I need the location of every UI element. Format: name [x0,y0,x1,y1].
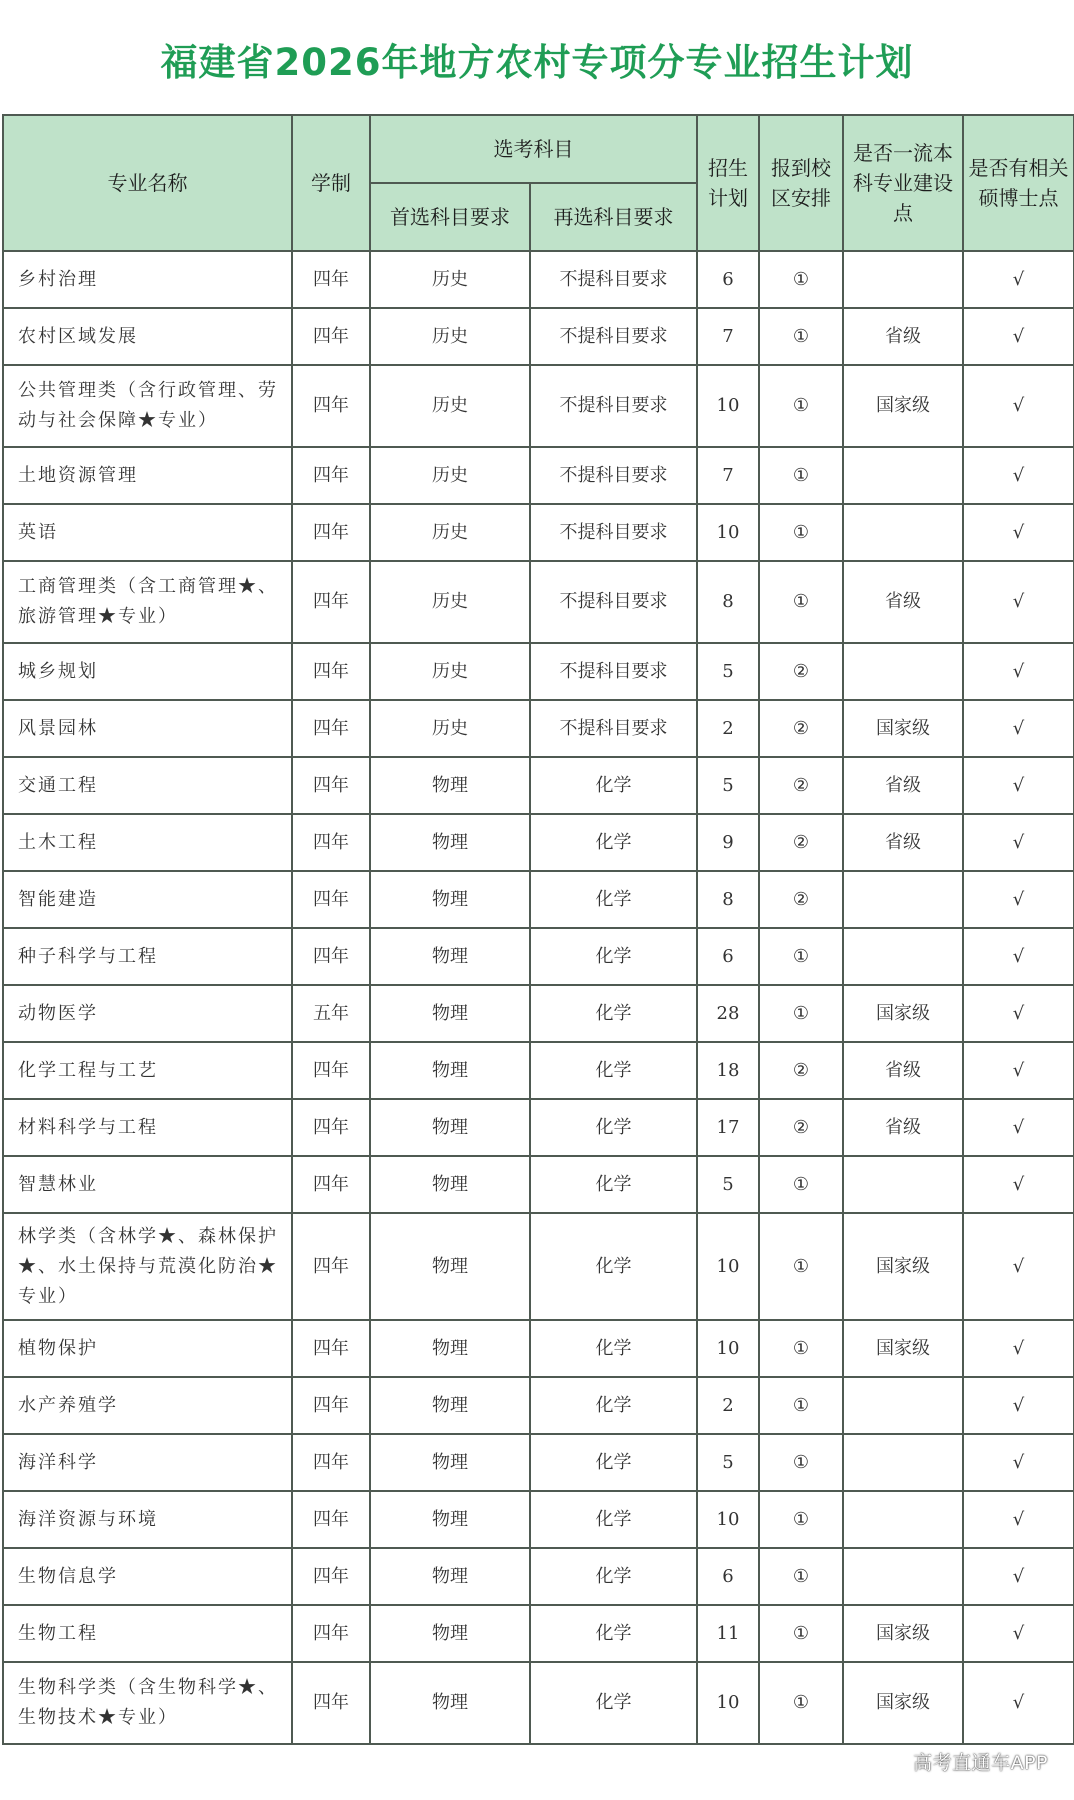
cell-second-subject: 化学 [530,871,697,928]
cell-campus: ② [759,700,843,757]
cell-duration: 四年 [292,1099,370,1156]
cell-doctoral: √ [963,561,1074,643]
cell-first-subject: 物理 [370,871,530,928]
cell-major: 海洋科学 [3,1434,292,1491]
cell-duration: 四年 [292,1213,370,1320]
cell-second-subject: 不提科目要求 [530,251,697,308]
page-title: 福建省2026年地方农村专项分专业招生计划 [160,41,914,84]
watermark: 高考直通车APP [913,1752,1048,1774]
cell-doctoral: √ [963,814,1074,871]
cell-first-class: 国家级 [843,1605,963,1662]
cell-plan: 6 [697,251,759,308]
table-row [3,757,1074,814]
cell-first-class [843,928,963,985]
table-row [3,814,1074,871]
cell-plan: 9 [697,814,759,871]
cell-duration: 四年 [292,308,370,365]
table-row [3,251,1074,308]
cell-plan: 10 [697,1213,759,1320]
cell-plan: 10 [697,504,759,561]
cell-campus: ① [759,928,843,985]
cell-duration: 四年 [292,561,370,643]
cell-doctoral: √ [963,1156,1074,1213]
cell-duration: 四年 [292,1434,370,1491]
cell-plan: 7 [697,308,759,365]
cell-duration: 四年 [292,1605,370,1662]
cell-campus: ① [759,1434,843,1491]
cell-second-subject: 化学 [530,1156,697,1213]
cell-plan: 10 [697,365,759,447]
table-row [3,1491,1074,1548]
cell-first-class [843,447,963,504]
cell-second-subject: 化学 [530,1042,697,1099]
cell-second-subject: 化学 [530,928,697,985]
cell-first-subject: 物理 [370,1042,530,1099]
cell-campus: ① [759,985,843,1042]
cell-first-subject: 物理 [370,928,530,985]
cell-first-subject: 物理 [370,814,530,871]
cell-campus: ① [759,365,843,447]
cell-campus: ① [759,1491,843,1548]
cell-doctoral: √ [963,1491,1074,1548]
cell-first-class [843,1491,963,1548]
cell-plan: 11 [697,1605,759,1662]
enrollment-plan-table [2,114,1074,1745]
cell-first-class: 省级 [843,561,963,643]
table-row [3,365,1074,447]
cell-second-subject: 化学 [530,1377,697,1434]
cell-campus: ② [759,814,843,871]
cell-first-subject: 历史 [370,643,530,700]
cell-second-subject: 不提科目要求 [530,643,697,700]
cell-campus: ② [759,643,843,700]
cell-major: 智慧林业 [3,1156,292,1213]
cell-doctoral: √ [963,1662,1074,1744]
table-row [3,561,1074,643]
cell-doctoral: √ [963,251,1074,308]
cell-second-subject: 化学 [530,1099,697,1156]
cell-duration: 四年 [292,447,370,504]
cell-major: 风景园林 [3,700,292,757]
cell-first-class [843,643,963,700]
cell-doctoral: √ [963,447,1074,504]
table-row [3,928,1074,985]
header-major: 专业名称 [3,115,292,251]
cell-doctoral: √ [963,1377,1074,1434]
cell-duration: 四年 [292,700,370,757]
cell-first-class: 国家级 [843,365,963,447]
table-row [3,1662,1074,1744]
cell-major: 城乡规划 [3,643,292,700]
table-row [3,1099,1074,1156]
cell-campus: ② [759,871,843,928]
table-row [3,1605,1074,1662]
cell-doctoral: √ [963,308,1074,365]
cell-campus: ① [759,1156,843,1213]
table-row [3,643,1074,700]
cell-doctoral: √ [963,757,1074,814]
cell-duration: 四年 [292,1042,370,1099]
cell-plan: 2 [697,1377,759,1434]
cell-first-class: 国家级 [843,700,963,757]
cell-first-subject: 物理 [370,1434,530,1491]
cell-first-class [843,1434,963,1491]
cell-second-subject: 不提科目要求 [530,561,697,643]
cell-major: 植物保护 [3,1320,292,1377]
cell-doctoral: √ [963,1548,1074,1605]
cell-duration: 四年 [292,871,370,928]
cell-plan: 7 [697,447,759,504]
cell-campus: ① [759,1548,843,1605]
cell-duration: 四年 [292,365,370,447]
cell-duration: 四年 [292,757,370,814]
cell-first-subject: 物理 [370,757,530,814]
cell-first-class: 省级 [843,757,963,814]
cell-plan: 8 [697,871,759,928]
cell-first-subject: 物理 [370,1320,530,1377]
cell-duration: 四年 [292,1662,370,1744]
table-row [3,1213,1074,1320]
header-doctoral: 是否有相关硕博士点 [963,115,1074,251]
cell-second-subject: 不提科目要求 [530,504,697,561]
cell-doctoral: √ [963,928,1074,985]
cell-first-class [843,1377,963,1434]
cell-plan: 5 [697,643,759,700]
table-row [3,871,1074,928]
cell-major: 英语 [3,504,292,561]
cell-second-subject: 不提科目要求 [530,365,697,447]
cell-second-subject: 不提科目要求 [530,447,697,504]
cell-major: 化学工程与工艺 [3,1042,292,1099]
cell-major: 水产养殖学 [3,1377,292,1434]
cell-duration: 四年 [292,1548,370,1605]
cell-major: 种子科学与工程 [3,928,292,985]
cell-doctoral: √ [963,1099,1074,1156]
cell-first-class: 省级 [843,1042,963,1099]
cell-doctoral: √ [963,1320,1074,1377]
cell-major: 公共管理类（含行政管理、劳动与社会保障★专业） [3,365,292,447]
table-row [3,1548,1074,1605]
cell-doctoral: √ [963,871,1074,928]
cell-campus: ① [759,1662,843,1744]
cell-plan: 5 [697,1434,759,1491]
cell-first-class: 省级 [843,1099,963,1156]
cell-doctoral: √ [963,700,1074,757]
cell-first-subject: 物理 [370,1548,530,1605]
header-plan: 招生计划 [697,115,759,251]
cell-doctoral: √ [963,504,1074,561]
cell-doctoral: √ [963,1213,1074,1320]
cell-major: 农村区域发展 [3,308,292,365]
cell-first-subject: 物理 [370,1099,530,1156]
cell-major: 材料科学与工程 [3,1099,292,1156]
header-first-class: 是否一流本科专业建设点 [843,115,963,251]
cell-duration: 四年 [292,1377,370,1434]
cell-second-subject: 化学 [530,757,697,814]
cell-first-subject: 物理 [370,1377,530,1434]
table-row [3,1156,1074,1213]
cell-campus: ① [759,561,843,643]
cell-doctoral: √ [963,985,1074,1042]
table-body [3,251,1074,1744]
cell-plan: 2 [697,700,759,757]
cell-campus: ② [759,757,843,814]
cell-first-subject: 物理 [370,1156,530,1213]
cell-second-subject: 化学 [530,1605,697,1662]
cell-first-class [843,1548,963,1605]
cell-major: 智能建造 [3,871,292,928]
cell-first-class: 省级 [843,308,963,365]
cell-first-class [843,504,963,561]
table-row [3,1042,1074,1099]
cell-campus: ① [759,1605,843,1662]
cell-duration: 四年 [292,814,370,871]
cell-campus: ① [759,504,843,561]
cell-doctoral: √ [963,1042,1074,1099]
header-second-subject: 再选科目要求 [530,183,697,251]
cell-duration: 四年 [292,1156,370,1213]
table-row [3,308,1074,365]
cell-plan: 5 [697,1156,759,1213]
cell-campus: ① [759,251,843,308]
cell-plan: 10 [697,1662,759,1744]
cell-first-class: 国家级 [843,1662,963,1744]
cell-major: 林学类（含林学★、森林保护★、水土保持与荒漠化防治★专业） [3,1213,292,1320]
cell-first-subject: 物理 [370,1662,530,1744]
cell-campus: ② [759,1042,843,1099]
cell-first-subject: 历史 [370,308,530,365]
cell-campus: ② [759,1099,843,1156]
table-row [3,504,1074,561]
cell-first-subject: 历史 [370,251,530,308]
cell-first-class: 国家级 [843,1213,963,1320]
cell-second-subject: 化学 [530,985,697,1042]
cell-second-subject: 化学 [530,814,697,871]
header-duration: 学制 [292,115,370,251]
cell-duration: 五年 [292,985,370,1042]
table-row [3,447,1074,504]
cell-first-subject: 历史 [370,561,530,643]
cell-first-class: 国家级 [843,1320,963,1377]
cell-first-subject: 物理 [370,1491,530,1548]
cell-duration: 四年 [292,251,370,308]
cell-major: 海洋资源与环境 [3,1491,292,1548]
cell-first-subject: 历史 [370,365,530,447]
cell-plan: 6 [697,1548,759,1605]
cell-campus: ① [759,1377,843,1434]
cell-duration: 四年 [292,643,370,700]
header-subjects-group: 选考科目 [370,115,697,183]
cell-plan: 28 [697,985,759,1042]
cell-first-subject: 物理 [370,985,530,1042]
cell-second-subject: 化学 [530,1662,697,1744]
cell-plan: 18 [697,1042,759,1099]
cell-second-subject: 化学 [530,1320,697,1377]
cell-campus: ① [759,1213,843,1320]
cell-first-subject: 物理 [370,1213,530,1320]
cell-doctoral: √ [963,365,1074,447]
cell-campus: ① [759,447,843,504]
cell-first-subject: 历史 [370,447,530,504]
cell-duration: 四年 [292,928,370,985]
cell-plan: 10 [697,1491,759,1548]
cell-second-subject: 不提科目要求 [530,700,697,757]
cell-major: 工商管理类（含工商管理★、旅游管理★专业） [3,561,292,643]
header-campus: 报到校区安排 [759,115,843,251]
cell-plan: 10 [697,1320,759,1377]
cell-second-subject: 化学 [530,1548,697,1605]
cell-plan: 17 [697,1099,759,1156]
cell-major: 生物信息学 [3,1548,292,1605]
cell-major: 土木工程 [3,814,292,871]
cell-plan: 8 [697,561,759,643]
cell-plan: 6 [697,928,759,985]
table-row [3,700,1074,757]
cell-duration: 四年 [292,1491,370,1548]
table-row [3,1320,1074,1377]
cell-major: 生物科学类（含生物科学★、生物技术★专业） [3,1662,292,1744]
cell-first-class: 国家级 [843,985,963,1042]
cell-first-class [843,251,963,308]
header-first-subject: 首选科目要求 [370,183,530,251]
cell-major: 动物医学 [3,985,292,1042]
cell-campus: ① [759,308,843,365]
cell-second-subject: 化学 [530,1434,697,1491]
table-row [3,1377,1074,1434]
cell-duration: 四年 [292,1320,370,1377]
cell-first-class: 省级 [843,814,963,871]
cell-major: 乡村治理 [3,251,292,308]
cell-first-class [843,871,963,928]
cell-first-subject: 历史 [370,700,530,757]
cell-duration: 四年 [292,504,370,561]
table-row [3,1434,1074,1491]
cell-second-subject: 不提科目要求 [530,308,697,365]
cell-campus: ① [759,1320,843,1377]
cell-first-subject: 历史 [370,504,530,561]
cell-major: 生物工程 [3,1605,292,1662]
cell-doctoral: √ [963,643,1074,700]
cell-first-class [843,1156,963,1213]
cell-plan: 5 [697,757,759,814]
cell-major: 土地资源管理 [3,447,292,504]
cell-second-subject: 化学 [530,1491,697,1548]
cell-doctoral: √ [963,1605,1074,1662]
cell-second-subject: 化学 [530,1213,697,1320]
cell-first-subject: 物理 [370,1605,530,1662]
cell-major: 交通工程 [3,757,292,814]
table-row [3,985,1074,1042]
cell-doctoral: √ [963,1434,1074,1491]
